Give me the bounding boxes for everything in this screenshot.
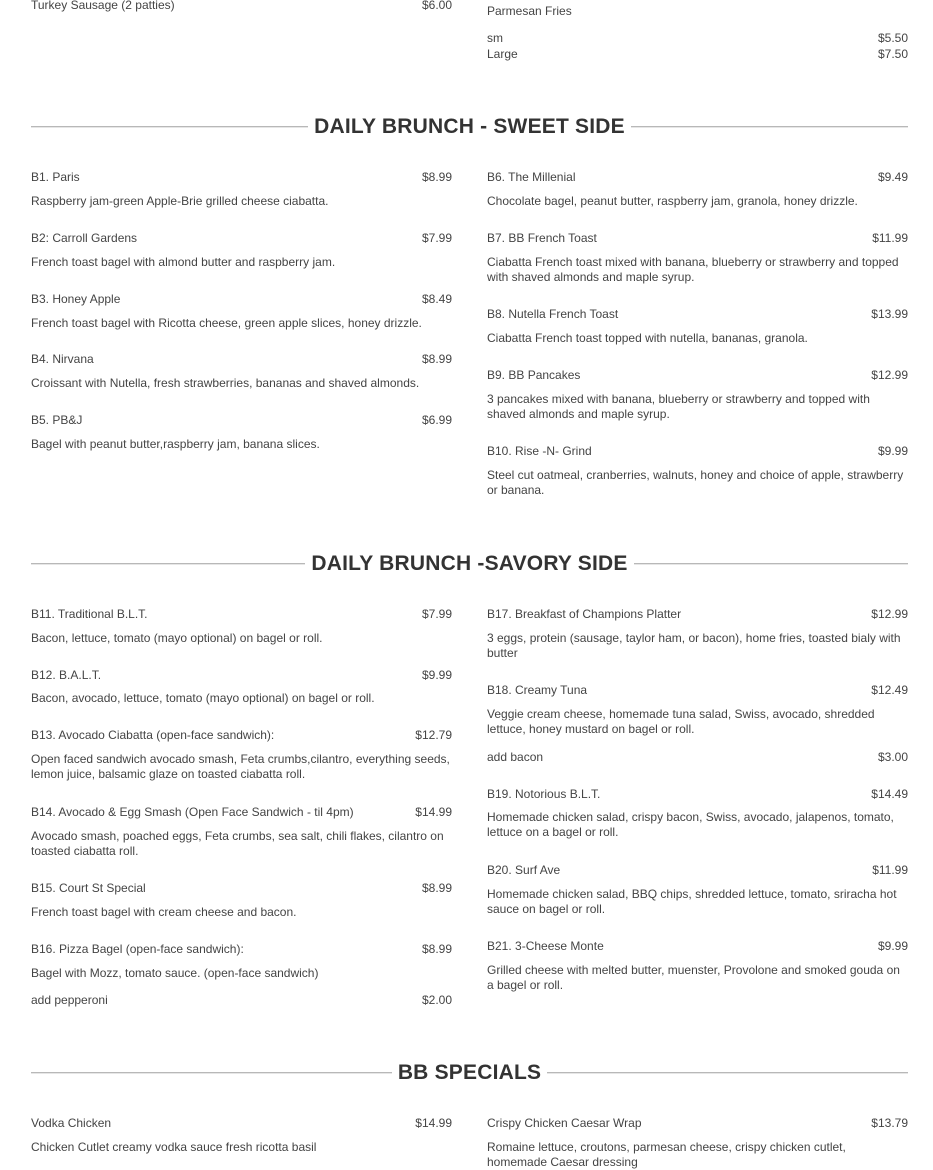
item-name: B9. BB Pancakes [487,368,581,382]
item-name: B14. Avocado & Egg Smash (Open Face Sandwich - til 4pm) [31,805,354,819]
item-description: Romaine lettuce, croutons, parmesan cheese, crispy chicken cutlet, homemade Caesar dressing [487,1140,846,1169]
addon-price: $2.00 [421,993,452,1007]
menu-item-b18 [487,683,908,697]
item-name: B1. Paris [31,170,80,184]
item-price: $11.99 [872,863,908,877]
item-price: $12.79 [415,728,452,742]
item-description: Open faced sandwich avocado smash, Feta crumbs,cilantro, everything seeds, lemon juice, balsamic glaze on toasted ciabatta roll. [31,752,450,781]
item-name: B10. Rise -N- Grind [487,444,592,458]
menu-item-vodka-chicken [31,1116,452,1130]
item-price: $8.99 [421,352,452,366]
item-name: B5. PB&J [31,413,83,427]
item-description: 3 pancakes mixed with banana, blueberry or strawberry and topped with shaved almonds and maple syrup. [487,392,870,421]
divider [31,563,305,565]
divider [31,1072,392,1074]
item-description: Raspberry jam-green Apple-Brie grilled cheese ciabatta. [31,194,329,208]
menu-item-b6 [487,170,908,184]
item-description: Veggie cream cheese, homemade tuna salad, Swiss, avocado, shredded lettuce, honey mustard on bagel or roll. [487,707,875,736]
menu-item-parmesan-fries [487,4,908,18]
item-price: $7.99 [421,607,452,621]
item-description: Croissant with Nutella, fresh strawberries, bananas and shaved almonds. [31,376,420,390]
section-title: DAILY BRUNCH -SAVORY SIDE [311,552,628,575]
item-price: $9.99 [877,939,908,953]
size-label: Large [487,47,518,61]
item-price: $12.99 [871,368,908,382]
addon-pepperoni [31,993,452,1007]
menu-item-b13 [31,728,452,742]
addon-label: add bacon [487,750,544,764]
item-description: Bacon, avocado, lettuce, tomato (mayo optional) on bagel or roll. [31,691,375,705]
item-price: $9.49 [877,170,908,184]
item-price: $12.49 [871,683,908,697]
item-description: Homemade chicken salad, crispy bacon, Swiss, avocado, jalapenos, tomato, lettuce on a bagel or roll. [487,810,894,839]
size-option-sm [487,31,908,45]
size-price: $7.50 [877,47,908,61]
item-price: $7.99 [421,231,452,245]
section-title: DAILY BRUNCH - SWEET SIDE [314,115,625,138]
item-price: $8.99 [421,170,452,184]
menu-item-b5 [31,413,452,427]
item-price: $9.99 [421,668,452,682]
divider [547,1072,908,1074]
size-label: sm [487,31,503,45]
item-description: 3 eggs, protein (sausage, taylor ham, or bacon), home fries, toasted bialy with butter [487,631,901,660]
item-price: $12.99 [871,607,908,621]
size-price: $5.50 [877,31,908,45]
menu-item-b7 [487,231,908,245]
item-price: $8.99 [421,881,452,895]
menu-item-b1 [31,170,452,184]
item-name: B6. The Millenial [487,170,576,184]
section-header-sweet [31,112,908,142]
addon-price: $3.00 [877,750,908,764]
item-name: B2: Carroll Gardens [31,231,138,245]
item-name: B17. Breakfast of Champions Platter [487,607,682,621]
menu-item-b20 [487,863,908,877]
item-description: French toast bagel with Ricotta cheese, green apple slices, honey drizzle. [31,316,422,330]
item-name: Parmesan Fries [487,4,572,18]
item-name: B4. Nirvana [31,352,94,366]
menu-item-b19 [487,787,908,801]
item-description: Ciabatta French toast mixed with banana, blueberry or strawberry and topped with shaved almonds and maple syrup. [487,255,899,284]
item-price: $8.99 [421,942,452,956]
item-name: B7. BB French Toast [487,231,597,245]
item-name: B3. Honey Apple [31,292,121,306]
addon-bacon [487,750,908,764]
item-price: $8.49 [421,292,452,306]
section-title: BB SPECIALS [397,1061,542,1084]
item-name: B19. Notorious B.L.T. [487,787,601,801]
section-header-specials [31,1058,908,1088]
item-price: $14.49 [871,787,908,801]
item-price: $14.99 [415,805,452,819]
menu-item-b21 [487,939,908,953]
item-price: $9.99 [877,444,908,458]
menu-item-b4 [31,352,452,366]
item-description: Homemade chicken salad, BBQ chips, shredded lettuce, tomato, sriracha hot sauce on bagel or roll. [487,887,897,916]
item-price: $13.79 [871,1116,908,1130]
menu-item-b2 [31,231,452,245]
menu-item-b8 [487,307,908,321]
item-description: French toast bagel with cream cheese and bacon. [31,905,297,919]
menu-item-caesar-wrap [487,1116,908,1130]
size-option-large [487,47,908,61]
item-description: French toast bagel with almond butter and raspberry jam. [31,255,336,269]
item-name: B11. Traditional B.L.T. [31,607,148,621]
item-name: Turkey Sausage (2 patties) [31,0,175,12]
item-name: B8. Nutella French Toast [487,307,619,321]
item-description: Chocolate bagel, peanut butter, raspberry jam, granola, honey drizzle. [487,194,858,208]
menu-item-b15 [31,881,452,895]
item-name: Vodka Chicken [31,1116,112,1130]
item-price: $14.99 [415,1116,452,1130]
item-name: B15. Court St Special [31,881,146,895]
divider [31,126,308,128]
item-price: $6.00 [421,0,452,12]
menu-item-b12 [31,668,452,682]
divider [634,563,908,565]
item-name: B13. Avocado Ciabatta (open-face sandwich): [31,728,275,742]
menu-item-b17 [487,607,908,621]
item-name: B12. B.A.L.T. [31,668,102,682]
item-name: B16. Pizza Bagel (open-face sandwich): [31,942,244,956]
menu-item-turkey-sausage [31,0,452,12]
item-description: Grilled cheese with melted butter, muenster, Provolone and smoked gouda on a bagel or roll. [487,963,900,992]
item-name: Crispy Chicken Caesar Wrap [487,1116,642,1130]
menu-item-b11 [31,607,452,621]
item-description: Bagel with Mozz, tomato sauce. (open-face sandwich) [31,966,319,980]
menu-item-b9 [487,368,908,382]
item-name: B21. 3-Cheese Monte [487,939,604,953]
section-header-savory [31,549,908,579]
item-price: $11.99 [872,231,908,245]
item-name: B20. Surf Ave [487,863,561,877]
item-description: Bacon, lettuce, tomato (mayo optional) on bagel or roll. [31,631,323,645]
menu-item-b10 [487,444,908,458]
item-description: Bagel with peanut butter,raspberry jam, banana slices. [31,437,320,451]
item-price: $6.99 [421,413,452,427]
menu-item-b16 [31,942,452,956]
item-description: Avocado smash, poached eggs, Feta crumbs, sea salt, chili flakes, cilantro on toasted ciabatta roll. [31,829,444,858]
item-description: Chicken Cutlet creamy vodka sauce fresh ricotta basil [31,1140,317,1154]
menu-item-b3 [31,292,452,306]
item-description: Ciabatta French toast topped with nutella, bananas, granola. [487,331,808,345]
menu-item-b14 [31,805,452,819]
item-price: $13.99 [871,307,908,321]
item-name: B18. Creamy Tuna [487,683,588,697]
divider [631,126,908,128]
item-description: Steel cut oatmeal, cranberries, walnuts, honey and choice of apple, strawberry or banana. [487,468,904,497]
addon-label: add pepperoni [31,993,108,1007]
